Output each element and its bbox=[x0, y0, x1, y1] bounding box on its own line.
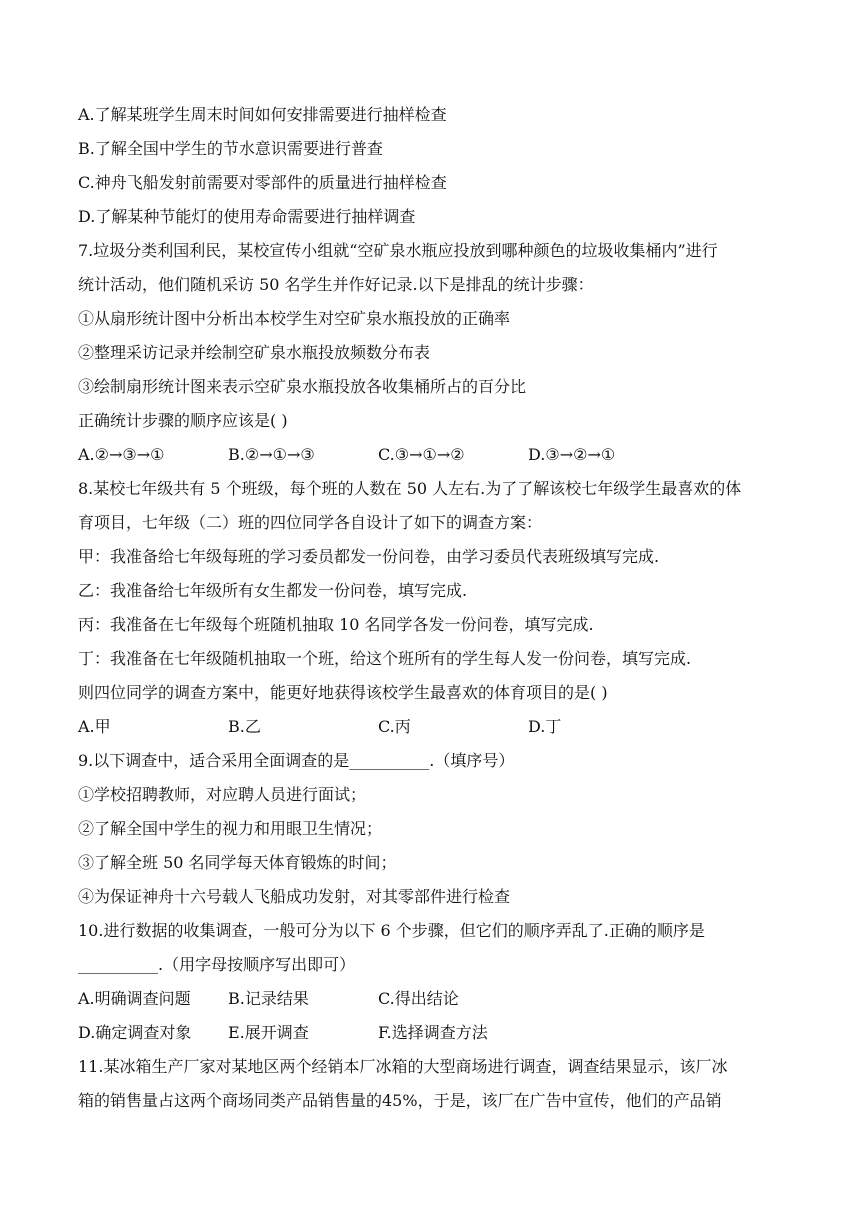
q7-option-d: D.③→②→① bbox=[528, 445, 616, 464]
q10-option-e: E.展开调查 bbox=[228, 1023, 309, 1042]
q7-stem-line1: 7.垃圾分类利国利民，某校宣传小组就“空矿泉水瓶应投放到哪种颜色的垃圾收集桶内”进行 bbox=[78, 241, 718, 260]
q7-question: 正确统计步骤的顺序应该是( ) bbox=[78, 411, 288, 430]
q9-stem: 9.以下调查中，适合采用全面调查的是__________.（填序号） bbox=[78, 751, 515, 770]
q10-option-c: C.得出结论 bbox=[378, 989, 459, 1008]
q8-plan-jia: 甲：我准备给七年级每班的学习委员都发一份问卷，由学习委员代表班级填写完成. bbox=[78, 547, 660, 566]
q7-step-3: ③绘制扇形统计图来表示空矿泉水瓶投放各收集桶所占的百分比 bbox=[78, 377, 527, 396]
q8-plan-ding: 丁：我准备在七年级随机抽取一个班，给这个班所有的学生每人发一份问卷，填写完成. bbox=[78, 649, 692, 668]
q10-option-b: B.记录结果 bbox=[228, 989, 309, 1008]
q7-stem-line2: 统计活动，他们随机采访 50 名学生并作好记录.以下是排乱的统计步骤： bbox=[78, 275, 594, 294]
q9-item-2: ②了解全国中学生的视力和用眼卫生情况； bbox=[78, 819, 383, 838]
q7-option-b: B.②→①→③ bbox=[228, 445, 315, 464]
q6-option-a: A.了解某班学生周末时间如何安排需要进行抽样检查 bbox=[78, 105, 447, 124]
q6-option-d: D.了解某种节能灯的使用寿命需要进行抽样调查 bbox=[78, 207, 416, 226]
q8-option-a: A.甲 bbox=[78, 717, 111, 736]
q7-step-1: ①从扇形统计图中分析出本校学生对空矿泉水瓶投放的正确率 bbox=[78, 309, 511, 328]
q7-option-a: A.②→③→① bbox=[78, 445, 165, 464]
q10-option-a: A.明确调查问题 bbox=[78, 989, 191, 1008]
q6-option-c: C.神舟飞船发射前需要对零部件的质量进行抽样检查 bbox=[78, 173, 447, 192]
q8-question: 则四位同学的调查方案中，能更好地获得该校学生最喜欢的体育项目的是( ) bbox=[78, 683, 608, 702]
q8-stem-line1: 8.某校七年级共有 5 个班级，每个班的人数在 50 人左右.为了了解该校七年级学生最喜欢的体 bbox=[78, 479, 742, 498]
q11-line2: 箱的销售量占这两个商场同类产品销售量的45%，于是，该厂在广告中宣传，他们的产品销 bbox=[78, 1091, 722, 1110]
q10-option-f: F.选择调查方法 bbox=[378, 1023, 488, 1042]
q10-option-d: D.确定调查对象 bbox=[78, 1023, 192, 1042]
q8-stem-line2: 育项目，七年级（二）班的四位同学各自设计了如下的调查方案： bbox=[78, 513, 543, 532]
q9-item-4: ④为保证神舟十六号载人飞船成功发射，对其零部件进行检查 bbox=[78, 887, 511, 906]
q9-item-1: ①学校招聘教师，对应聘人员进行面试； bbox=[78, 785, 367, 804]
q8-plan-bing: 丙：我准备在七年级每个班随机抽取 10 名同学各发一份问卷，填写完成. bbox=[78, 615, 594, 634]
q7-step-2: ②整理采访记录并绘制空矿泉水瓶投放频数分布表 bbox=[78, 343, 431, 362]
q8-option-c: C.丙 bbox=[378, 717, 411, 736]
q10-stem-line2: __________.（用字母按顺序写出即可） bbox=[78, 955, 356, 974]
q8-option-b: B.乙 bbox=[228, 717, 261, 736]
q7-option-c: C.③→①→② bbox=[378, 445, 465, 464]
q9-item-3: ③了解全班 50 名同学每天体育锻炼的时间； bbox=[78, 853, 397, 872]
q8-plan-yi: 乙：我准备给七年级所有女生都发一份问卷，填写完成. bbox=[78, 581, 468, 600]
q8-option-d: D.丁 bbox=[528, 717, 562, 736]
q11-line1: 11.某冰箱生产厂家对某地区两个经销本厂冰箱的大型商场进行调查，调查结果显示，该厂冰 bbox=[78, 1057, 728, 1076]
q6-option-b: B.了解全国中学生的节水意识需要进行普查 bbox=[78, 139, 383, 158]
q10-stem-line1: 10.进行数据的收集调查，一般可分为以下 6 个步骤，但它们的顺序弄乱了.正确的顺序是 bbox=[78, 921, 705, 940]
